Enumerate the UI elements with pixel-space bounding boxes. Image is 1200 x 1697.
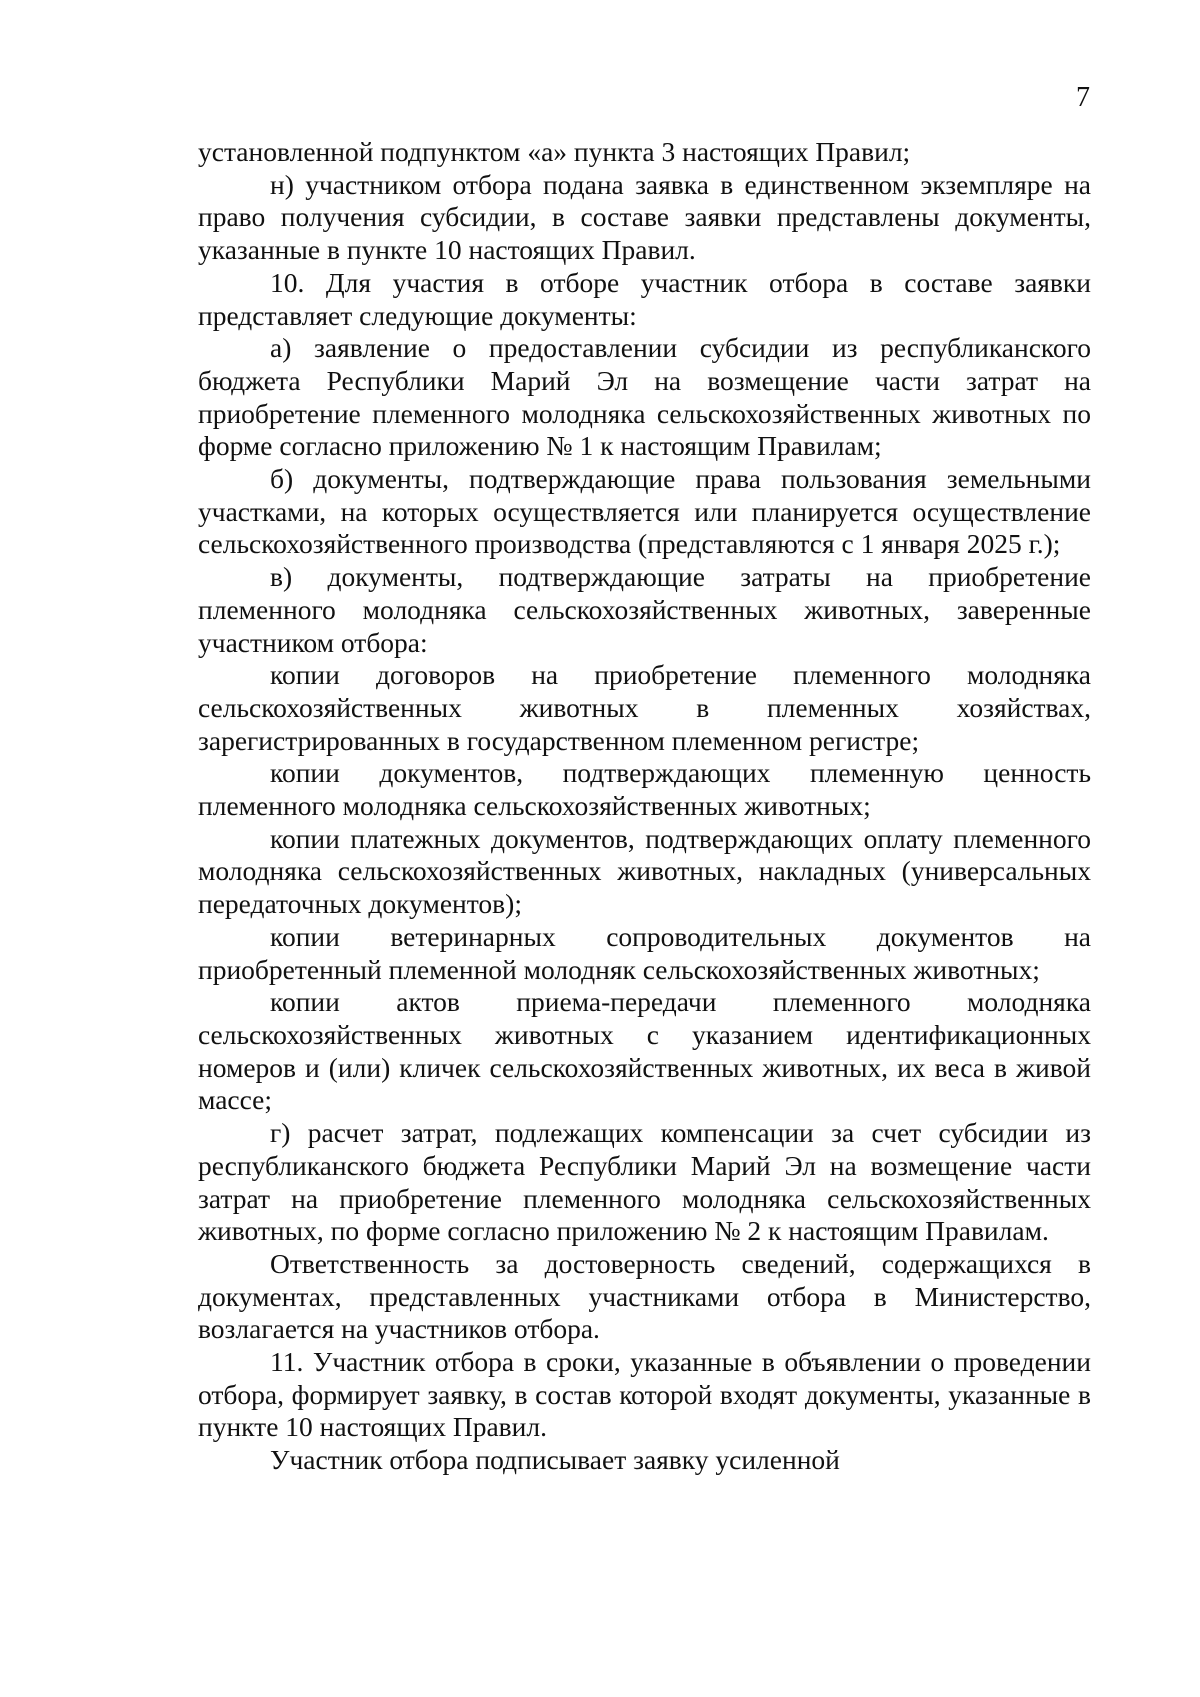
paragraph-item-b: б) документы, подтверждающие права пользования земельными участками, на которых осуществляется или планируется осуществление сельскохозяйственного производства (представляются с 1 января 2025 г.); — [198, 463, 1091, 560]
paragraph-item-g: г) расчет затрат, подлежащих компенсации за счет субсидии из республиканского бюджета Республики Марий Эл на возмещение части затрат на приобретение племенного молодняка сельскохозяйственных животных, по форме согласно приложению № 2 к настоящим Правилам. — [198, 1117, 1091, 1247]
document-body — [198, 136, 1091, 1477]
paragraph-contracts: копии договоров на приобретение племенного молодняка сельскохозяйственных животных в племенных хозяйствах, зарегистрированных в государственном племенном регистре; — [198, 659, 1091, 756]
paragraph-signature: Участник отбора подписывает заявку усиленной — [270, 1444, 840, 1476]
paragraph-veterinary-docs: копии ветеринарных сопроводительных документов на приобретенный племенной молодняк сельскохозяйственных животных; — [198, 920, 1091, 985]
paragraph-point-11: 11. Участник отбора в сроки, указанные в объявлении о проведении отбора, формирует заявку, в состав которой входят документы, указанные в пункте 10 настоящих Правил. — [198, 1346, 1091, 1443]
paragraph-transfer-acts: копии актов приема-передачи племенного молодняка сельскохозяйственных животных с указанием идентификационных номеров и (или) кличек сельскохозяйственных животных, их веса в живой массе; — [198, 986, 1091, 1116]
page-number: 7 — [1076, 82, 1090, 113]
paragraph-continuation: установленной подпунктом «а» пункта 3 настоящих Правил; — [198, 136, 911, 167]
paragraph-item-n: н) участником отбора подана заявка в единственном экземпляре на право получения субсидии, в составе заявки представлены документы, указанные в пункте 10 настоящих Правил. — [198, 168, 1091, 266]
paragraph-responsibility: Ответственность за достоверность сведений, содержащихся в документах, представленных участниками отбора в Министерство, возлагается на участников отбора. — [198, 1247, 1091, 1345]
paragraph-point-10: 10. Для участия в отборе участник отбора в составе заявки представляет следующие документы: — [198, 266, 1091, 331]
paragraph-payment-docs: копии платежных документов, подтверждающих оплату племенного молодняка сельскохозяйственных животных, накладных (универсальных передаточных документов); — [198, 822, 1091, 920]
paragraph-breeding-value: копии документов, подтверждающих племенную ценность племенного молодняка сельскохозяйственных животных; — [198, 757, 1091, 822]
paragraph-item-v: в) документы, подтверждающие затраты на приобретение племенного молодняка сельскохозяйственных животных, заверенные участником отбора: — [198, 561, 1091, 658]
paragraph-item-a: а) заявление о предоставлении субсидии из республиканского бюджета Республики Марий Эл на возмещение части затрат на приобретение племенного молодняка сельскохозяйственных животных по форме согласно приложению № 1 к настоящим Правилам; — [198, 332, 1091, 462]
